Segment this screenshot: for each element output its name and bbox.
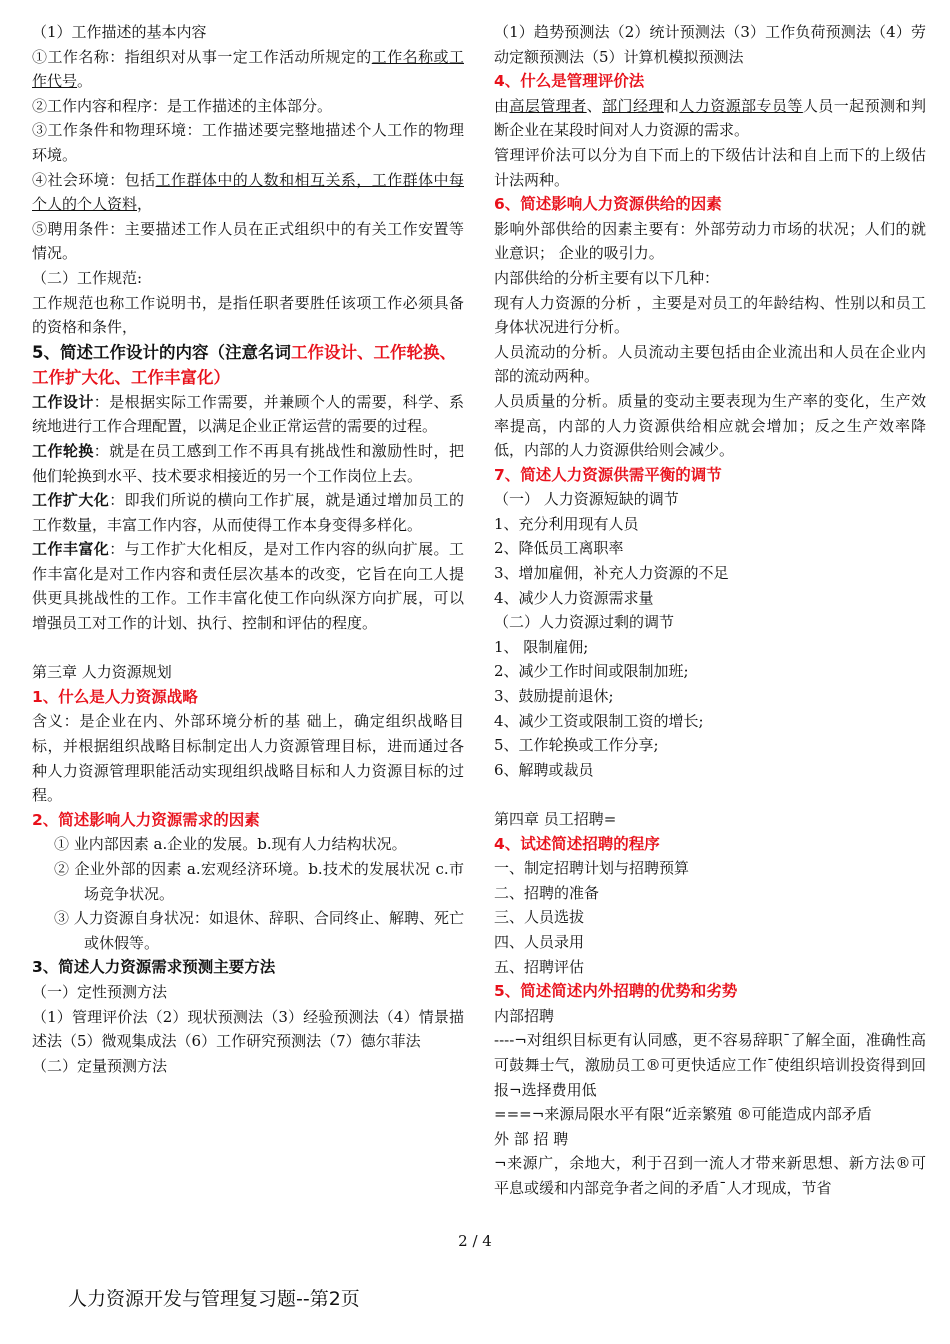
question-heading: 5、简述简述内外招聘的优势和劣势 <box>494 982 738 1001</box>
spacer <box>494 782 926 807</box>
right-column <box>494 20 926 1201</box>
list-item: 二、招聘的准备 <box>494 883 600 902</box>
paragraph: 含义：是企业在内、外部环境分析的基 础上，确定组织战略目标，并根据组织战略目标制定出人力资源管理目标，进而通过各种人力资源管理职能活动实现组织战略目标和人力资源目标的过程。 <box>32 712 464 805</box>
list-item: 6、解聘或裁员 <box>494 760 594 779</box>
text-line: ③工作条件和物理环境：工作描述要完整地描述个人工作的物理环境。 <box>32 121 464 164</box>
paragraph: （1）趋势预测法（2）统计预测法（3）工作负荷预测法（4）劳动定额预测法（5）计算机模拟预测法 <box>494 23 926 66</box>
list-item: 3、增加雇佣，补充人力资源的不足 <box>494 564 729 583</box>
paragraph: 影响外部供给的因素主要有：外部劳动力市场的状况；人们的就业意识； 企业的吸引力。 <box>494 219 926 263</box>
definition <box>32 390 464 439</box>
paragraph <box>494 94 926 143</box>
paragraph: 人员流动的分析。人员流动主要包括由企业流出和人员在企业内部的流动两种。 <box>494 342 926 386</box>
term: 工作设计 <box>32 392 94 411</box>
text-span: ①工作名称：指组织对从事一定工作活动所规定的 <box>32 47 372 66</box>
list-item: 五、招聘评估 <box>494 957 585 976</box>
text-line: ②工作内容和程序：是工作描述的主体部分。 <box>32 96 333 115</box>
question-heading: 7、简述人力资源供需平衡的调节 <box>494 465 722 484</box>
text-line: （1）工作描述的基本内容 <box>32 23 207 41</box>
underlined-text: 工作群体中的人数和相互关系，工作群体中每个人的个人资料 <box>32 170 464 214</box>
text-line: （一）定性预测方法 <box>32 982 168 1001</box>
list-item: 一、制定招聘计划与招聘预算 <box>494 859 690 878</box>
definition-text: ：即我们所说的横向工作扩展，就是通过增加员工的工作数量，丰富工作内容，从而使得工作本身变得多样化。 <box>32 491 464 534</box>
question-heading: 6、简述影响人力资源供给的因素 <box>494 195 722 214</box>
list-item: 2、减少工作时间或限制加班; <box>494 662 689 681</box>
list-item: 4、减少工资或限制工资的增长; <box>494 711 704 730</box>
page-number: 2 / 4 <box>458 1232 492 1250</box>
paragraph: ¬来源广，余地大，利于召到一流人才带来新思想、新方法®可平息或缓和内部竞争者之间的矛盾¯人才现成，节省 <box>494 1154 926 1197</box>
text-line: 内部供给的分析主要有以下几种： <box>494 268 720 287</box>
text-span: 由 <box>494 96 510 115</box>
text-span: ④社会环境：包括 <box>32 170 156 189</box>
question-heading: 2、简述影响人力资源需求的因素 <box>32 810 260 829</box>
list-item: 5、工作轮换或工作分享; <box>494 736 659 755</box>
heading-part-red: 工作设计、工作轮换、工作扩大化、工作丰富化） <box>32 342 456 387</box>
term: 工作丰富化 <box>32 540 110 559</box>
list-item: ③ 人力资源自身状况：如退休、辞职、合同终止、解聘、死亡或休假等。 <box>54 909 464 952</box>
text-span: 、 <box>586 96 603 115</box>
list-item: 4、减少人力资源需求量 <box>494 588 654 607</box>
text-span: 人员一起预测和判断企业在某段时间对人力资源的需求。 <box>494 96 926 140</box>
list-item: ② 企业外部的因素 a.宏观经济环境。b.技术的发展状况 c.市场竞争状况。 <box>54 860 464 903</box>
list-item: 2、降低员工离职率 <box>494 539 624 558</box>
underlined-text: 工作名称或工作代号 <box>32 47 464 91</box>
term: 工作扩大化 <box>32 491 110 510</box>
text-line <box>32 45 464 94</box>
text-span: 和 <box>663 96 680 115</box>
text-line: 内部招聘 <box>494 1006 555 1025</box>
underlined-text: 部门经理 <box>602 96 664 115</box>
paragraph: ----¬对组织目标更有认同感，更不容易辞职¯了解全面，准确性高可鼓舞士气，激励员工®可更快适应工作¯使组织培训投资得到回报¬选择费用低 <box>494 1031 926 1099</box>
paragraph: 管理评价法可以分为自下而上的下级估计法和自上而下的上级估计法两种。 <box>494 145 926 189</box>
underlined-text: 高层管理者 <box>509 96 587 115</box>
list-item: 3、鼓励提前退休; <box>494 687 614 706</box>
paragraph: （1）管理评价法（2）现状预测法（3）经验预测法（4）情景描述法（5）微观集成法（6）工作研究预测法（7）德尔菲法 <box>32 1007 464 1051</box>
question-heading: 3、简述人力资源需求预测主要方法 <box>32 958 276 977</box>
text-line: 工作规范也称工作说明书，是指任职者要胜任该项工作必须具备的资格和条件， <box>32 293 464 337</box>
text-span: ， <box>137 195 153 214</box>
definition <box>32 537 464 635</box>
text-line: 外 部 招 聘 <box>494 1129 569 1148</box>
left-column <box>32 20 464 1078</box>
text-span: 。 <box>77 72 93 91</box>
text-line <box>32 168 464 217</box>
spacer <box>32 636 464 661</box>
heading-part: 5、简述工作设计的内容（注意名词 <box>32 342 291 362</box>
list-item: 1、充分利用现有人员 <box>494 514 639 533</box>
definition <box>32 439 464 488</box>
subheading: （一） 人力资源短缺的调节 <box>494 490 679 509</box>
footer-title: 人力资源开发与管理复习题--第2页 <box>68 1288 360 1310</box>
chapter-title: 第三章 人力资源规划 <box>32 663 172 682</box>
paragraph: 现有人力资源的分析 ，主要是对员工的年龄结构、性别以和员工身体状况进行分析。 <box>494 293 926 337</box>
underlined-text: 人力资源部专员等 <box>679 96 803 115</box>
text-line: （二）定量预测方法 <box>32 1056 168 1075</box>
list-item: 四、人员录用 <box>494 932 585 951</box>
question-heading: 4、什么是管理评价法 <box>494 72 645 91</box>
definition-text: ：就是在员工感到工作不再具有挑战性和激励性时，把他们轮换到水平、技术要求相接近的另一个工作岗位上去。 <box>32 441 464 485</box>
list-item: ① 业内部因素 a.企业的发展。b.现有人力结构状况。 <box>54 835 407 854</box>
section-heading <box>32 340 464 390</box>
text-line: （二）工作规范: <box>32 268 143 287</box>
paragraph: ===¬来源局限水平有限“近亲繁殖 ®可能造成内部矛盾 <box>494 1105 872 1124</box>
term: 工作轮换 <box>32 441 94 460</box>
chapter-title: 第四章 员工招聘= <box>494 810 617 828</box>
text-line: ⑤聘用条件：主要描述工作人员在正式组织中的有关工作安置等情况。 <box>32 219 464 263</box>
list-item: 三、人员选拔 <box>494 908 585 927</box>
paragraph: 人员质量的分析。质量的变动主要表现为生产率的变化，生产效率提高，内部的人力资源供给相应就会增加；反之生产效率降低，内部的人力资源供给则会减少。 <box>494 391 926 460</box>
definition <box>32 488 464 537</box>
question-heading: 4、试述简述招聘的程序 <box>494 834 660 853</box>
list-item: 1、 限制雇佣; <box>494 637 589 656</box>
question-heading: 1、什么是人力资源战略 <box>32 687 198 706</box>
definition-text: ：与工作扩大化相反，是对工作内容的纵向扩展。工作丰富化是对工作内容和责任层次基本的改变，它旨在向工人提供更具挑战性的工作。工作丰富化使工作向纵深方向扩展，可以增强员工对工作的计划、执行、控制和评估的程度。 <box>32 540 464 633</box>
definition-text: ：是根据实际工作需要，并兼顾个人的需要，科学、系统地进行工作合理配置，以满足企业正常运营的需要的过程。 <box>32 392 464 436</box>
subheading: （二）人力资源过剩的调节 <box>494 613 675 632</box>
